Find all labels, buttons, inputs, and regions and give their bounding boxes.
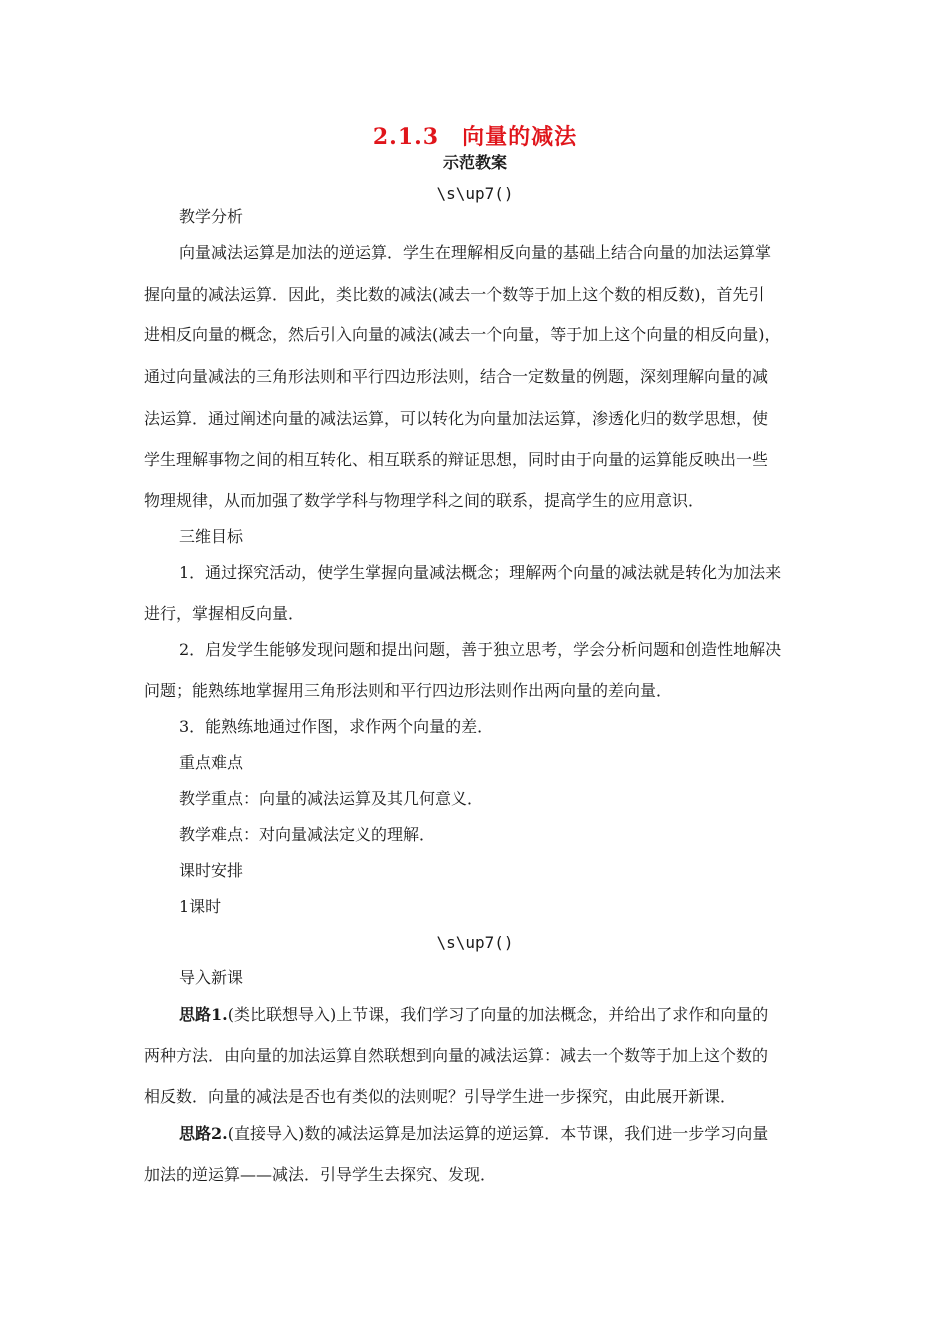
goal-line: 3．能熟练地通过作图，求作两个向量的差． <box>179 717 494 736</box>
idea2-line: 加法的逆运算——减法．引导学生去探究、发现． <box>144 1165 497 1184</box>
key-point: 教学重点：向量的减法运算及其几何意义． <box>179 789 484 808</box>
goal-line: 问题；能熟练地掌握用三角形法则和平行四边形法则作出两向量的差向量． <box>144 681 673 700</box>
analysis-line: 法运算．通过阐述向量的减法运算，可以转化为向量加法运算，渗透化归的数学思想，使 <box>144 409 769 428</box>
analysis-line: 进相反向量的概念，然后引入向量的减法(减去一个向量，等于加上这个向量的相反向量)， <box>144 325 781 344</box>
goal-line: 1．通过探究活动，使学生掌握向量减法概念；理解两个向量的减法就是转化为加法来 <box>179 563 782 582</box>
idea2-text: (直接导入)数的减法运算是加法运算的逆运算．本节课，我们进一步学习向量 <box>227 1124 769 1143</box>
goal-line: 进行，掌握相反向量． <box>144 604 305 623</box>
analysis-heading: 教学分析 <box>179 207 244 226</box>
section-marker: \s\up7() <box>436 933 514 952</box>
goals-heading: 三维目标 <box>179 527 244 546</box>
idea1-text: (类比联想导入)上节课，我们学习了向量的加法概念，并给出了求作和向量的 <box>227 1005 769 1024</box>
document-title: 2.1.3 向量的减法 <box>372 124 578 150</box>
schedule-value: 1课时 <box>179 897 222 916</box>
idea2-label: 思路2. <box>179 1124 228 1143</box>
analysis-line: 学生理解事物之间的相互转化、相互联系的辩证思想，同时由于向量的运算能反映出一些 <box>144 450 769 469</box>
analysis-line: 握向量的减法运算．因此，类比数的减法(减去一个数等于加上这个数的相反数)，首先引 <box>144 285 765 304</box>
idea1-line <box>179 1005 768 1025</box>
difficult-point: 教学难点：对向量减法定义的理解． <box>179 825 436 844</box>
key-heading: 重点难点 <box>179 753 244 772</box>
analysis-line: 通过向量减法的三角形法则和平行四边形法则，结合一定数量的例题，深刻理解向量的减 <box>144 367 769 386</box>
analysis-line: 向量减法运算是加法的逆运算．学生在理解相反向量的基础上结合向量的加法运算掌 <box>179 243 772 262</box>
section-marker: \s\up7() <box>436 184 514 203</box>
goal-line: 2．启发学生能够发现问题和提出问题，善于独立思考，学会分析问题和创造性地解决 <box>179 640 782 659</box>
idea1-line: 相反数．向量的减法是否也有类似的法则呢？引导学生进一步探究，由此展开新课． <box>144 1087 737 1106</box>
schedule-heading: 课时安排 <box>179 861 244 880</box>
idea2-line <box>179 1124 768 1144</box>
idea1-label: 思路1. <box>179 1005 228 1024</box>
analysis-line: 物理规律，从而加强了数学学科与物理学科之间的联系，提高学生的应用意识． <box>144 491 705 510</box>
idea1-line: 两种方法．由向量的加法运算自然联想到向量的减法运算：减去一个数等于加上这个数的 <box>144 1046 769 1065</box>
intro-heading: 导入新课 <box>179 968 244 987</box>
document-subtitle: 示范教案 <box>442 153 507 172</box>
